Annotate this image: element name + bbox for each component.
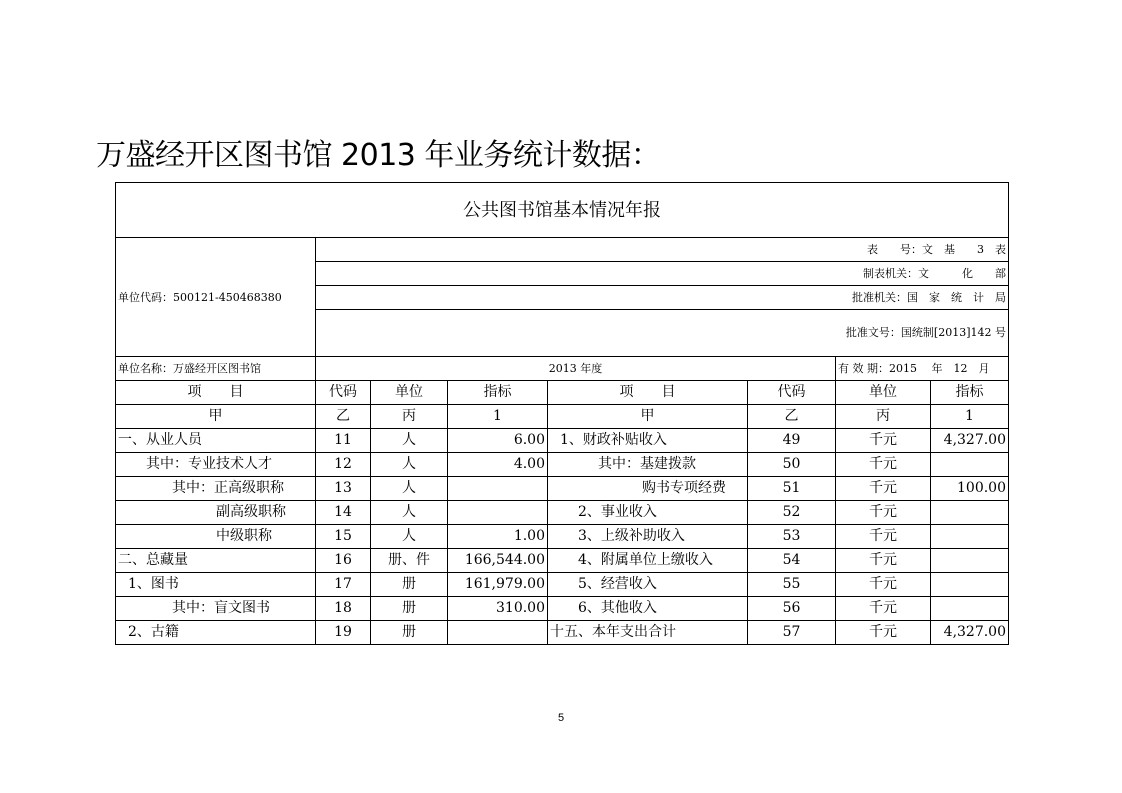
row-code: 57 [748, 621, 836, 645]
report-year: 2013 年度 [316, 357, 836, 381]
table-row [116, 453, 1009, 477]
row-code: 54 [748, 549, 836, 573]
row-unit: 册 [371, 621, 448, 645]
row-item: 2、古籍 [116, 621, 316, 645]
row-value: 100.00 [931, 477, 1009, 501]
subheader-yi: 乙 [316, 405, 371, 429]
row-unit: 人 [371, 477, 448, 501]
subheader-bing: 丙 [836, 405, 931, 429]
issuing-authority: 制表机关：文 化 部 [316, 262, 1009, 286]
row-unit: 人 [371, 453, 448, 477]
row-item: 其中：专业技术人才 [116, 453, 316, 477]
approval-document: 批准文号：国统制[2013]142 号 [316, 310, 1009, 357]
row-value: 310.00 [448, 597, 548, 621]
row-value [931, 549, 1009, 573]
row-value: 1.00 [448, 525, 548, 549]
row-item: 1、图书 [116, 573, 316, 597]
row-code: 49 [748, 429, 836, 453]
row-item: 5、经营收入 [548, 573, 748, 597]
unit-code: 单位代码：500121-450468380 [116, 238, 316, 357]
table-row [116, 501, 1009, 525]
row-value: 6.00 [448, 429, 548, 453]
report-table [115, 182, 1009, 645]
row-unit: 千元 [836, 621, 931, 645]
row-value: 4,327.00 [931, 621, 1009, 645]
approving-authority: 批准机关：国 家 统 计 局 [316, 286, 1009, 310]
row-unit: 千元 [836, 525, 931, 549]
row-item: 一、从业人员 [116, 429, 316, 453]
row-item: 4、附属单位上缴收入 [548, 549, 748, 573]
header-indicator: 指标 [931, 381, 1009, 405]
row-code: 17 [316, 573, 371, 597]
subheader-one: 1 [448, 405, 548, 429]
row-item: 十五、本年支出合计 [548, 621, 748, 645]
row-item: 其中：盲文图书 [116, 597, 316, 621]
row-item: 1、财政补贴收入 [548, 429, 748, 453]
row-value [448, 477, 548, 501]
row-item: 副高级职称 [116, 501, 316, 525]
row-item: 中级职称 [116, 525, 316, 549]
row-code: 50 [748, 453, 836, 477]
subheader-yi: 乙 [748, 405, 836, 429]
row-code: 15 [316, 525, 371, 549]
subheader-jia: 甲 [548, 405, 748, 429]
row-value [448, 501, 548, 525]
page-number: 5 [557, 712, 565, 724]
row-value [931, 453, 1009, 477]
row-unit: 册、件 [371, 549, 448, 573]
table-row [116, 621, 1009, 645]
row-item: 二、总藏量 [116, 549, 316, 573]
table-row [116, 549, 1009, 573]
subheader-one: 1 [931, 405, 1009, 429]
row-unit: 人 [371, 429, 448, 453]
row-unit: 册 [371, 573, 448, 597]
row-code: 19 [316, 621, 371, 645]
subheader-jia: 甲 [116, 405, 316, 429]
row-value: 161,979.00 [448, 573, 548, 597]
header-code: 代码 [748, 381, 836, 405]
row-item: 6、其他收入 [548, 597, 748, 621]
row-code: 56 [748, 597, 836, 621]
header-unit: 单位 [836, 381, 931, 405]
row-item: 3、上级补助收入 [548, 525, 748, 549]
table-row [116, 597, 1009, 621]
row-item: 其中：基建拨款 [548, 453, 748, 477]
table-row [116, 477, 1009, 501]
row-code: 11 [316, 429, 371, 453]
header-item: 项 目 [548, 381, 748, 405]
row-item: 购书专项经费 [548, 477, 748, 501]
report-frame [115, 182, 1008, 650]
header-code: 代码 [316, 381, 371, 405]
row-code: 14 [316, 501, 371, 525]
row-code: 51 [748, 477, 836, 501]
row-value: 4.00 [448, 453, 548, 477]
subheader-bing: 丙 [371, 405, 448, 429]
row-value [931, 597, 1009, 621]
table-row [116, 525, 1009, 549]
row-unit: 千元 [836, 429, 931, 453]
row-item: 其中：正高级职称 [116, 477, 316, 501]
row-unit: 人 [371, 525, 448, 549]
row-code: 52 [748, 501, 836, 525]
table-row [116, 429, 1009, 453]
header-indicator: 指标 [448, 381, 548, 405]
unit-name: 单位名称：万盛经开区图书馆 [116, 357, 316, 381]
row-value [931, 501, 1009, 525]
row-code: 13 [316, 477, 371, 501]
row-unit: 千元 [836, 549, 931, 573]
table-row [116, 573, 1009, 597]
row-unit: 千元 [836, 453, 931, 477]
row-code: 12 [316, 453, 371, 477]
report-title: 公共图书馆基本情况年报 [116, 183, 1009, 238]
row-value: 4,327.00 [931, 429, 1009, 453]
row-value: 166,544.00 [448, 549, 548, 573]
row-code: 16 [316, 549, 371, 573]
row-unit: 人 [371, 501, 448, 525]
row-unit: 册 [371, 597, 448, 621]
row-value [448, 621, 548, 645]
row-code: 53 [748, 525, 836, 549]
page-title: 万盛经开区图书馆 2013 年业务统计数据： [96, 138, 661, 173]
header-item: 项 目 [116, 381, 316, 405]
row-unit: 千元 [836, 501, 931, 525]
row-item: 2、事业收入 [548, 501, 748, 525]
row-code: 18 [316, 597, 371, 621]
valid-period: 有 效 期：2015 年 12 月 [836, 357, 1009, 381]
row-unit: 千元 [836, 597, 931, 621]
row-value [931, 525, 1009, 549]
header-unit: 单位 [371, 381, 448, 405]
subheader-row [116, 405, 1009, 429]
header-row [116, 381, 1009, 405]
row-value [931, 573, 1009, 597]
row-unit: 千元 [836, 477, 931, 501]
row-code: 55 [748, 573, 836, 597]
row-unit: 千元 [836, 573, 931, 597]
form-number: 表 号：文 基 3 表 [316, 238, 1009, 262]
